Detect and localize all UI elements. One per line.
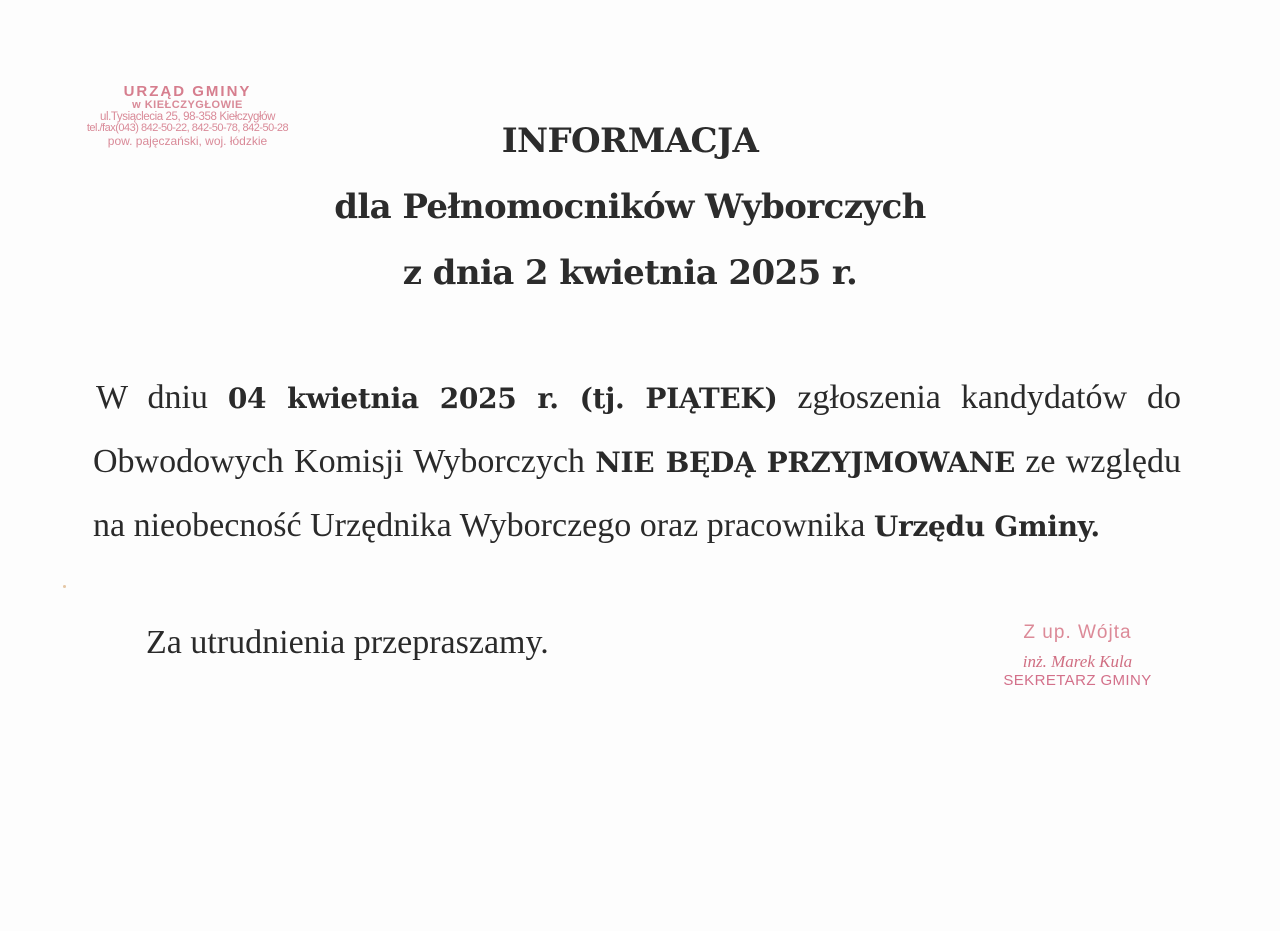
stamp-line-address: ul.Tysiąclecia 25, 98-358 Kiełczygłów [99, 111, 276, 124]
stamp-line-region: pow. pajęczański, woj. łódzkie [107, 133, 268, 148]
apology-text: Za utrudnienia przepraszamy. [146, 624, 549, 661]
signature-authority: Z up. Wójta [1023, 622, 1132, 643]
title-subheading: dla Pełnomocników Wyborczych [334, 187, 926, 227]
notice-text-3: ze względu na nieobecność Urzędnika Wyborczego oraz pracownika [93, 443, 1181, 544]
notice-text-2: zgłoszenia kandydatów do Obwodowych Komisji Wyborczych [93, 379, 1181, 480]
notice-paragraph [93, 366, 1181, 558]
stamp-line-phone: tel./fax(043) 842-50-22, 842-50-78, 842-50-28 [86, 122, 289, 135]
title-date: z dnia 2 kwietnia 2025 r. [402, 253, 858, 293]
stamp-line-town: w KIEŁCZYGŁOWIE [132, 98, 243, 111]
notice-office-bold: Urzędu Gminy. [873, 510, 1100, 543]
stamp-line-office: URZĄD GMINY [123, 83, 252, 100]
title-heading: INFORMACJA [501, 121, 759, 161]
signature-name: inż. Marek Kula [1022, 652, 1133, 671]
signature-role: SEKRETARZ GMINY [1003, 672, 1152, 689]
notice-not-accepted-bold: NIE BĘDĄ PRZYJMOWANE [595, 446, 1016, 479]
notice-date-bold: 04 kwietnia 2025 r. (tj. PIĄTEK) [227, 382, 778, 415]
document-title [240, 108, 1020, 306]
signature-stamp [980, 622, 1175, 689]
paper-speck [63, 585, 66, 588]
notice-text-1: W dniu [96, 379, 228, 416]
